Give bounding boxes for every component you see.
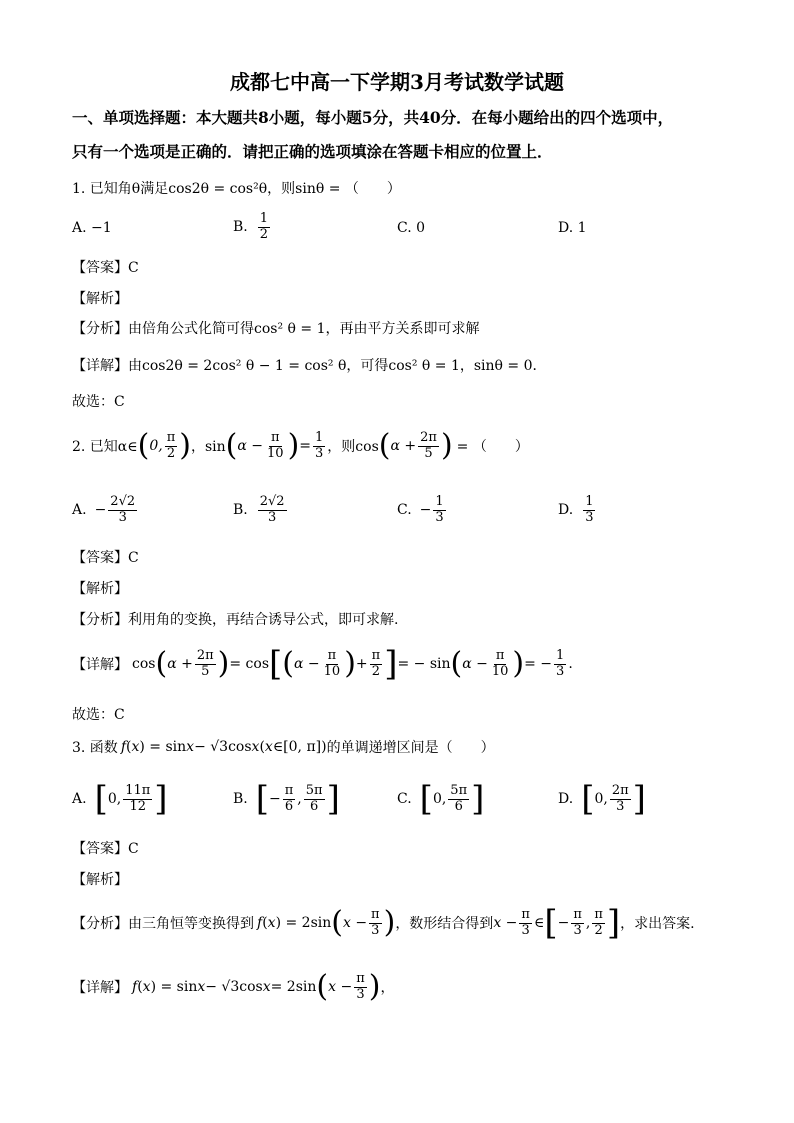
option-label: D. bbox=[558, 791, 574, 807]
option-label: C. bbox=[397, 502, 412, 518]
option-label: B. bbox=[233, 502, 248, 518]
answer-value: C bbox=[128, 260, 139, 276]
paren-close: ) bbox=[179, 428, 191, 463]
q2-stem-end: = （ ） bbox=[456, 439, 529, 455]
xiangjie-label: 【详解】 bbox=[72, 980, 128, 996]
xiangjie-label: 【详解】 bbox=[72, 358, 128, 374]
q3-option-d: D. [ 0, $\frac{2\pi}{3}$ ] bbox=[558, 779, 646, 819]
paren-open: ( bbox=[225, 428, 238, 463]
paren-close: ) bbox=[440, 428, 453, 463]
q2-option-a: A. − $\frac{2√2}{3}$ bbox=[72, 493, 136, 525]
q2-fenxi bbox=[72, 609, 398, 629]
q2-option-c: C. − $\frac{1}{3}$ bbox=[397, 493, 444, 525]
q1-option-b-label: B. bbox=[233, 219, 248, 236]
q2-answer bbox=[72, 547, 139, 567]
q1-answer bbox=[72, 257, 139, 277]
fenxi-end: ，求出答案. bbox=[620, 916, 695, 932]
q2-stem-mid2: ，则cos bbox=[327, 439, 379, 455]
option-label: A. bbox=[72, 502, 87, 518]
math: α − bbox=[237, 438, 264, 454]
option-label: B. bbox=[233, 791, 248, 807]
q3-answer bbox=[72, 838, 139, 858]
q1-analysis-label: 【解析】 bbox=[72, 291, 128, 307]
answer-label: 【答案】 bbox=[72, 260, 128, 276]
xiangjie-label: 【详解】 bbox=[72, 657, 128, 673]
q1-option-b-fraction bbox=[258, 212, 270, 243]
q3-option-c: C. [ 0, $\frac{5\pi}{6}$ ] bbox=[397, 779, 485, 819]
q2-choice: 故选：C bbox=[72, 707, 125, 723]
section-heading-line1: 一、单项选择题：本大题共8小题，每小题5分，共40分．在每小题给出的四个选项中， bbox=[72, 108, 674, 127]
fenxi-text: 利用角的变换，再结合诱导公式，即可求解. bbox=[128, 612, 399, 628]
q1-option-b bbox=[233, 212, 272, 243]
q1-stem: 1. 已知角θ满足cos2θ = cos²θ，则sinθ = （ ） bbox=[72, 181, 401, 197]
fenxi-label: 【分析】 bbox=[72, 916, 128, 932]
answer-label: 【答案】 bbox=[72, 550, 128, 566]
answer-value: C bbox=[128, 841, 139, 857]
q1-xiangjie bbox=[72, 355, 547, 375]
frac: $\frac{2√2}{3}$ bbox=[110, 493, 136, 525]
q2-stem-pre: 2. 已知α∈ bbox=[72, 439, 138, 455]
q3-stem: 3. 函数 f ( x ) = sin x − √3cos x ( x ∈[0, π] ) 的单调递增区间是（ ） bbox=[72, 739, 495, 756]
q3-stem-pre: 3. 函数 bbox=[72, 740, 118, 756]
q2-stem-mid: ，sin bbox=[190, 439, 226, 455]
q1-fenxi bbox=[72, 318, 479, 338]
q2-xiangjie: 【详解】 cos ( α + $\frac{2\pi}{5}$ ) = cos [ ( α − $\frac{\pi}{10}$ ) + $\frac{\pi}{2}$ ] = − sin ( α − $\frac{\pi}{10}$ ) = − $\frac{1}{3}$ . bbox=[72, 644, 573, 684]
xiangjie-text: 由cos2θ = 2cos² θ − 1 = cos² θ，可得cos² θ = 1，sinθ = 0． bbox=[128, 358, 547, 374]
paren-open: ( bbox=[137, 428, 150, 463]
math: 0, bbox=[149, 438, 163, 454]
fenxi-text: 由倍角公式化简可得cos² θ = 1，再由平方关系即可求解 bbox=[128, 321, 480, 337]
frac: $\frac{\pi}{10}$ bbox=[267, 429, 284, 461]
fenxi-mid: ，数形结合得到 bbox=[395, 916, 494, 932]
q1-option-d: D. 1 bbox=[558, 220, 587, 236]
fenxi-label: 【分析】 bbox=[72, 321, 128, 337]
answer-value: C bbox=[128, 550, 139, 566]
fenxi-pre: 由三角恒等变换得到 bbox=[128, 916, 254, 932]
frac: $\frac{1}{3}$ bbox=[435, 493, 444, 525]
paren-close: ) bbox=[287, 428, 300, 463]
frac: $\frac{1}{3}$ bbox=[315, 429, 324, 461]
q3-fenxi: 【分析】 由三角恒等变换得到 f ( x ) = 2sin ( x − $\frac{\pi}{3}$ ) ，数形结合得到 x − $\frac{\pi}{3}$ ∈ [ − $\frac{\pi}{3}$ , $\frac{\pi}{2}$ ] ，求出答案. bbox=[72, 903, 695, 943]
q2-option-b bbox=[233, 488, 289, 532]
section-heading-line2: 只有一个选项是正确的．请把正确的选项填涂在答题卡相应的位置上． bbox=[72, 142, 553, 161]
q2-analysis-label: 【解析】 bbox=[72, 581, 128, 597]
q3-analysis-label: 【解析】 bbox=[72, 872, 128, 888]
q1-option-a: A. −1 bbox=[72, 220, 112, 236]
frac-num: 1 bbox=[259, 211, 269, 226]
fenxi-label: 【分析】 bbox=[72, 612, 128, 628]
answer-label: 【答案】 bbox=[72, 841, 128, 857]
paren-open: ( bbox=[378, 428, 391, 463]
math: α + bbox=[390, 438, 417, 454]
frac: $\frac{2√2}{3}$ bbox=[259, 493, 285, 525]
q2-stem bbox=[72, 424, 529, 468]
option-label: D. bbox=[558, 502, 574, 518]
page-title: 成都七中高一下学期3月考试数学试题 bbox=[230, 70, 564, 94]
math: = bbox=[299, 438, 312, 454]
frac: $\frac{1}{3}$ bbox=[585, 493, 594, 525]
frac: $\frac{\pi}{2}$ bbox=[166, 429, 176, 461]
option-label: A. bbox=[72, 791, 87, 807]
option-label: C. bbox=[397, 791, 412, 807]
frac-den: 2 bbox=[259, 226, 269, 242]
q1-option-c: C. 0 bbox=[397, 220, 426, 236]
q2-option-d bbox=[558, 488, 597, 532]
q3-stem-end: 的单调递增区间是（ ） bbox=[326, 740, 495, 756]
q3-option-b: B. [ − $\frac{\pi}{6}$ , $\frac{5\pi}{6}$ ] bbox=[233, 779, 340, 819]
q3-option-a: A. [ 0, $\frac{11\pi}{12}$ ] bbox=[72, 779, 168, 819]
frac: $\frac{2\pi}{5}$ bbox=[420, 429, 437, 461]
q3-xiangjie: 【详解】 f ( x ) = sin x − √3cos x = 2sin ( x − $\frac{\pi}{3}$ ) ， bbox=[72, 969, 395, 1004]
q1-choice: 故选：C bbox=[72, 394, 125, 410]
